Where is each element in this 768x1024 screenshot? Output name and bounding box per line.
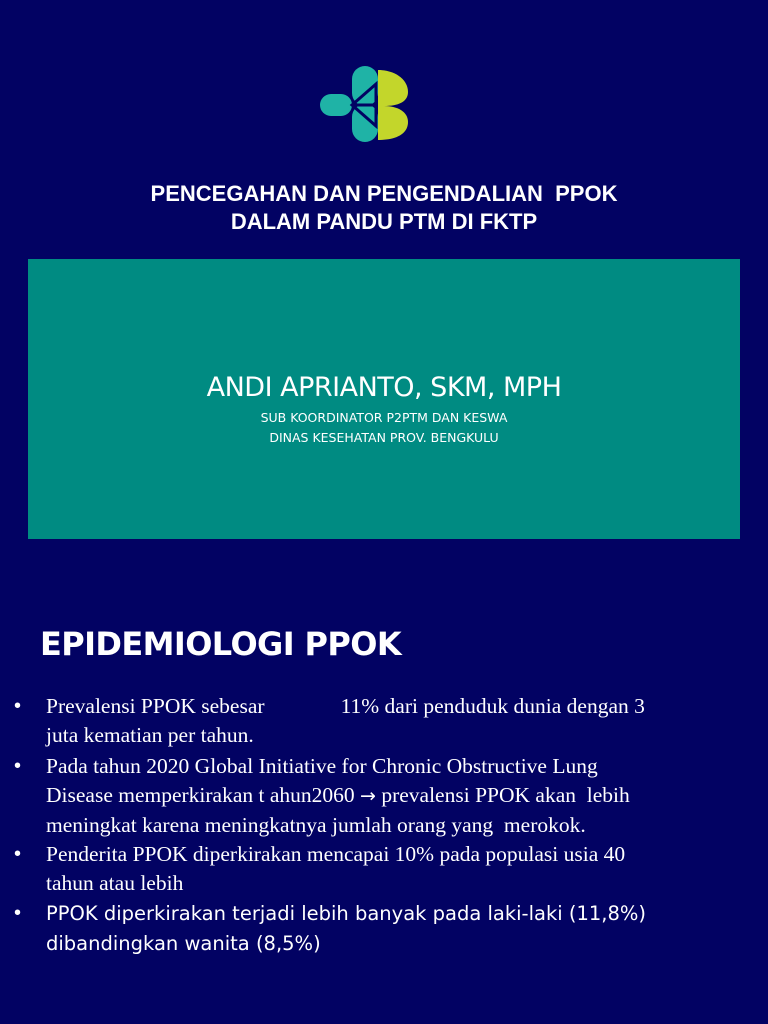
presenter-role: SUB KOORDINATOR P2PTM DAN KESWA bbox=[260, 410, 508, 425]
bullet-text bbox=[46, 692, 736, 750]
bullet-1-line-2: juta kematian per tahun. bbox=[46, 723, 254, 747]
bullet-3-line-2: tahun atau lebih bbox=[46, 871, 184, 895]
bullet-2-line-3: meningkat karena meningkatnya jumlah orang yang merokok. bbox=[46, 813, 586, 837]
bullet-icon: • bbox=[14, 755, 22, 777]
bullet-text bbox=[46, 752, 736, 840]
bullet-2-line-2b: prevalensi PPOK akan lebih bbox=[381, 783, 630, 807]
bullet-2-line-2a: Disease memperkirakan t ahun2060 bbox=[46, 783, 355, 807]
bullet-2-line-1: Pada tahun 2020 Global Initiative for Chronic Obstructive Lung bbox=[46, 754, 598, 778]
presenter-organization: DINAS KESEHATAN PROV. BENGKULU bbox=[269, 430, 499, 445]
bullet-4-line-2: dibandingkan wanita (8,5%) bbox=[46, 932, 321, 955]
bullet-4-line-1: PPOK diperkirakan terjadi lebih banyak pada laki-laki (11,8%) bbox=[46, 902, 647, 925]
section-heading: EPIDEMIOLOGI PPOK bbox=[40, 625, 402, 663]
arrow-right-icon: → bbox=[360, 785, 376, 807]
kemenkes-logo-icon bbox=[318, 64, 410, 144]
bullet-3-line-1: Penderita PPOK diperkirakan mencapai 10% pada populasi usia 40 bbox=[46, 842, 626, 866]
bullet-icon: • bbox=[14, 695, 22, 717]
bullet-text bbox=[46, 899, 736, 959]
slide-title bbox=[0, 180, 768, 236]
bullet-icon: • bbox=[14, 902, 22, 924]
bullet-text bbox=[46, 840, 736, 898]
presenter-name: ANDI APRIANTO, SKM, MPH bbox=[206, 372, 562, 403]
title-line-2: DALAM PANDU PTM DI FKTP bbox=[230, 209, 538, 234]
bullet-icon: • bbox=[14, 843, 22, 865]
bullet-1-line-1b: 11% dari penduduk dunia dengan 3 bbox=[340, 694, 645, 718]
epidemiology-slide bbox=[0, 580, 768, 1024]
title-line-1: PENCEGAHAN DAN PENGENDALIAN PPOK bbox=[150, 181, 618, 206]
presenter-banner bbox=[28, 259, 740, 539]
bullet-1-line-1a: Prevalensi PPOK sebesar bbox=[46, 694, 265, 718]
